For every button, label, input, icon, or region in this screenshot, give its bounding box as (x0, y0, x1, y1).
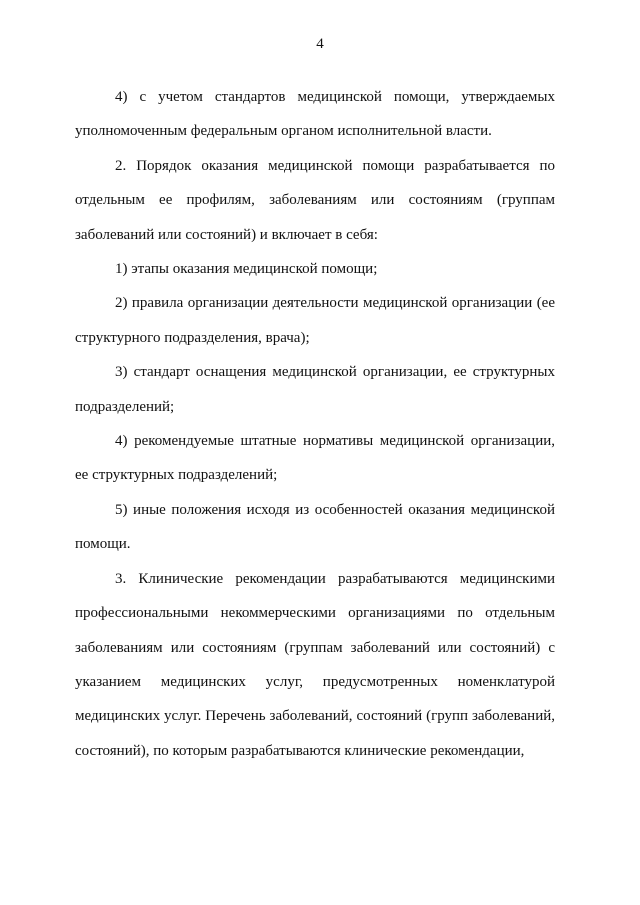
paragraph-item-2: 2) правила организации деятельности медицинской организации (ее структурного подразделения, врача); (75, 295, 555, 346)
page-number: 4 (316, 36, 324, 52)
paragraph-section-3: 3. Клинические рекомендации разрабатываются медицинскими профессиональными некоммерческими организациями по отдельным заболеваниям или состояниям (группам заболеваний или состояний) с указанием медицинских услуг, предусмотренных номенклатурой медицинских услуг. Перечень заболеваний, состояний (групп заболеваний, состояний), по которым разрабатываются клинические рекомендации, (75, 570, 555, 759)
paragraph-item-1: 1) этапы оказания медицинской помощи; (115, 261, 378, 278)
paragraph-item-5: 5) иные положения исходя из особенностей оказания медицинской помощи. (75, 501, 555, 553)
document-body (75, 80, 555, 768)
paragraph-item-4b: 4) рекомендуемые штатные нормативы медицинской организации, ее структурных подразделений; (75, 433, 555, 484)
paragraph-item-3: 3) стандарт оснащения медицинской организации, ее структурных подразделений; (75, 364, 555, 415)
paragraph-item-4: 4) с учетом стандартов медицинской помощи, утверждаемых уполномоченным федеральным органом исполнительной власти. (75, 89, 555, 140)
paragraph-section-2: 2. Порядок оказания медицинской помощи разрабатывается по отдельным ее профилям, заболеваниям или состояниям (группам заболеваний или состояний) и включает в себя: (75, 157, 555, 243)
